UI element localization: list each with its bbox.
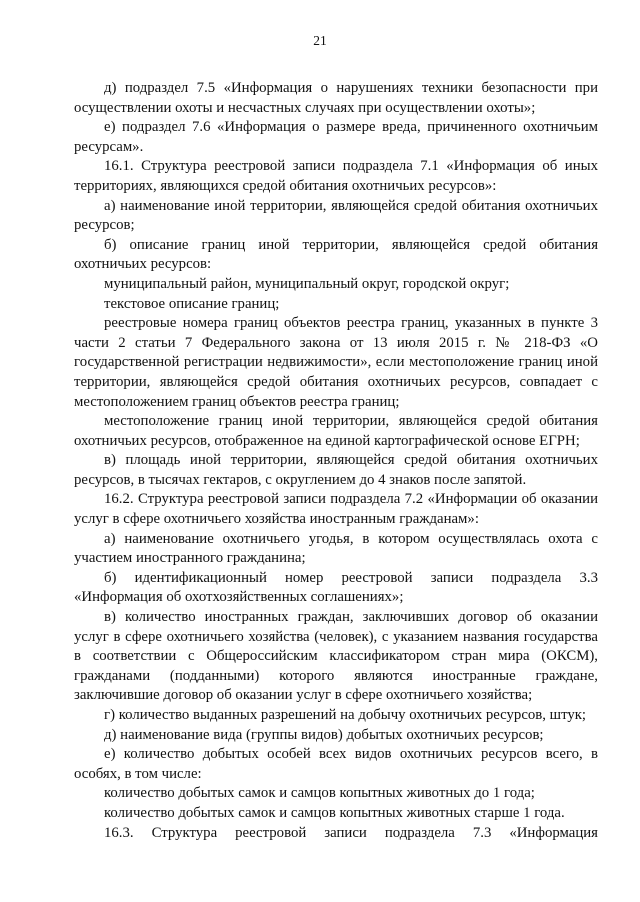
paragraph-16-2: 16.2. Структура реестровой записи подраздела 7.2 «Информации об оказании услуг в сфере охотничьего хозяйства иностранным гражданам»: [74, 491, 598, 528]
paragraph-16-2-b: б) идентификационный номер реестровой записи подраздела 3.3 «Информация об охотхозяйственных соглашениях»; [74, 569, 598, 606]
paragraph-16-1-b: б) описание границ иной территории, являющейся средой обитания охотничьих ресурсов: [74, 236, 598, 273]
paragraph-16-1-a: а) наименование иной территории, являющейся средой обитания охотничьих ресурсов; [74, 197, 598, 234]
paragraph-16-2-d: д) наименование вида (группы видов) добытых охотничьих ресурсов; [104, 726, 544, 743]
document-body [74, 79, 598, 843]
paragraph-municipal: муниципальный район, муниципальный округ, городской округ; [104, 275, 510, 292]
paragraph-7-5: д) подраздел 7.5 «Информация о нарушениях техники безопасности при осуществлении охоты и несчастных случаях при осуществлении охоты»; [74, 80, 598, 116]
paragraph-16-1-v: в) площадь иной территории, являющейся средой обитания охотничьих ресурсов, в тысячах гектаров, с округлением до 4 знаков после запятой. [74, 452, 598, 488]
paragraph-location: местоположение границ иной территории, являющейся средой обитания охотничьих ресурсов, отображенное на единой картографической основе ЕГРН; [74, 413, 598, 449]
paragraph-16-1: 16.1. Структура реестровой записи подраздела 7.1 «Информация об иных территориях, являющихся средой обитания охотничьих ресурсов»: [74, 158, 598, 194]
page-number: 21 [313, 33, 327, 48]
paragraph-under-1-year: количество добытых самок и самцов копытных животных до 1 года; [104, 785, 535, 802]
paragraph-16-2-g: г) количество выданных разрешений на добычу охотничьих ресурсов, штук; [104, 707, 587, 723]
paragraph-16-2-a: а) наименование охотничьего угодья, в котором осуществлялась охота с участием иностранного гражданина; [74, 530, 598, 567]
paragraph-registry-numbers: реестровые номера границ объектов реестра границ, указанных в пункте 3 части 2 статьи 7 Федерального закона от 13 июля 2015 г. № 218-ФЗ «О государственной регистрации недвижимости», если местоположение границ иной территории, являющейся средой обитания охотничьих ресурсов, совпадает с местоположением границ объектов реестра границ; [74, 315, 598, 410]
paragraph-over-1-year: количество добытых самок и самцов копытных животных старше 1 года. [104, 804, 565, 821]
paragraph-text-description: текстовое описание границ; [104, 295, 280, 312]
paragraph-16-2-v: в) количество иностранных граждан, заключивших договор об оказании услуг в сфере охотничьего хозяйства (человек), с указанием названия государства в соответствии с Общероссийским классификатором стран мира (ОКСМ), гражданами (подданными) которого являются иностранные граждане, заключившие договор об оказании услуг в сфере охотничьего хозяйства; [74, 609, 598, 704]
paragraph-7-6: е) подраздел 7.6 «Информация о размере вреда, причиненного охотничьим ресурсам». [74, 119, 598, 155]
paragraph-16-3: 16.3. Структура реестровой записи подраздела 7.3 «Информация [104, 824, 598, 841]
paragraph-16-2-e: е) количество добытых особей всех видов охотничьих ресурсов всего, в особях, в том числе: [74, 746, 598, 782]
